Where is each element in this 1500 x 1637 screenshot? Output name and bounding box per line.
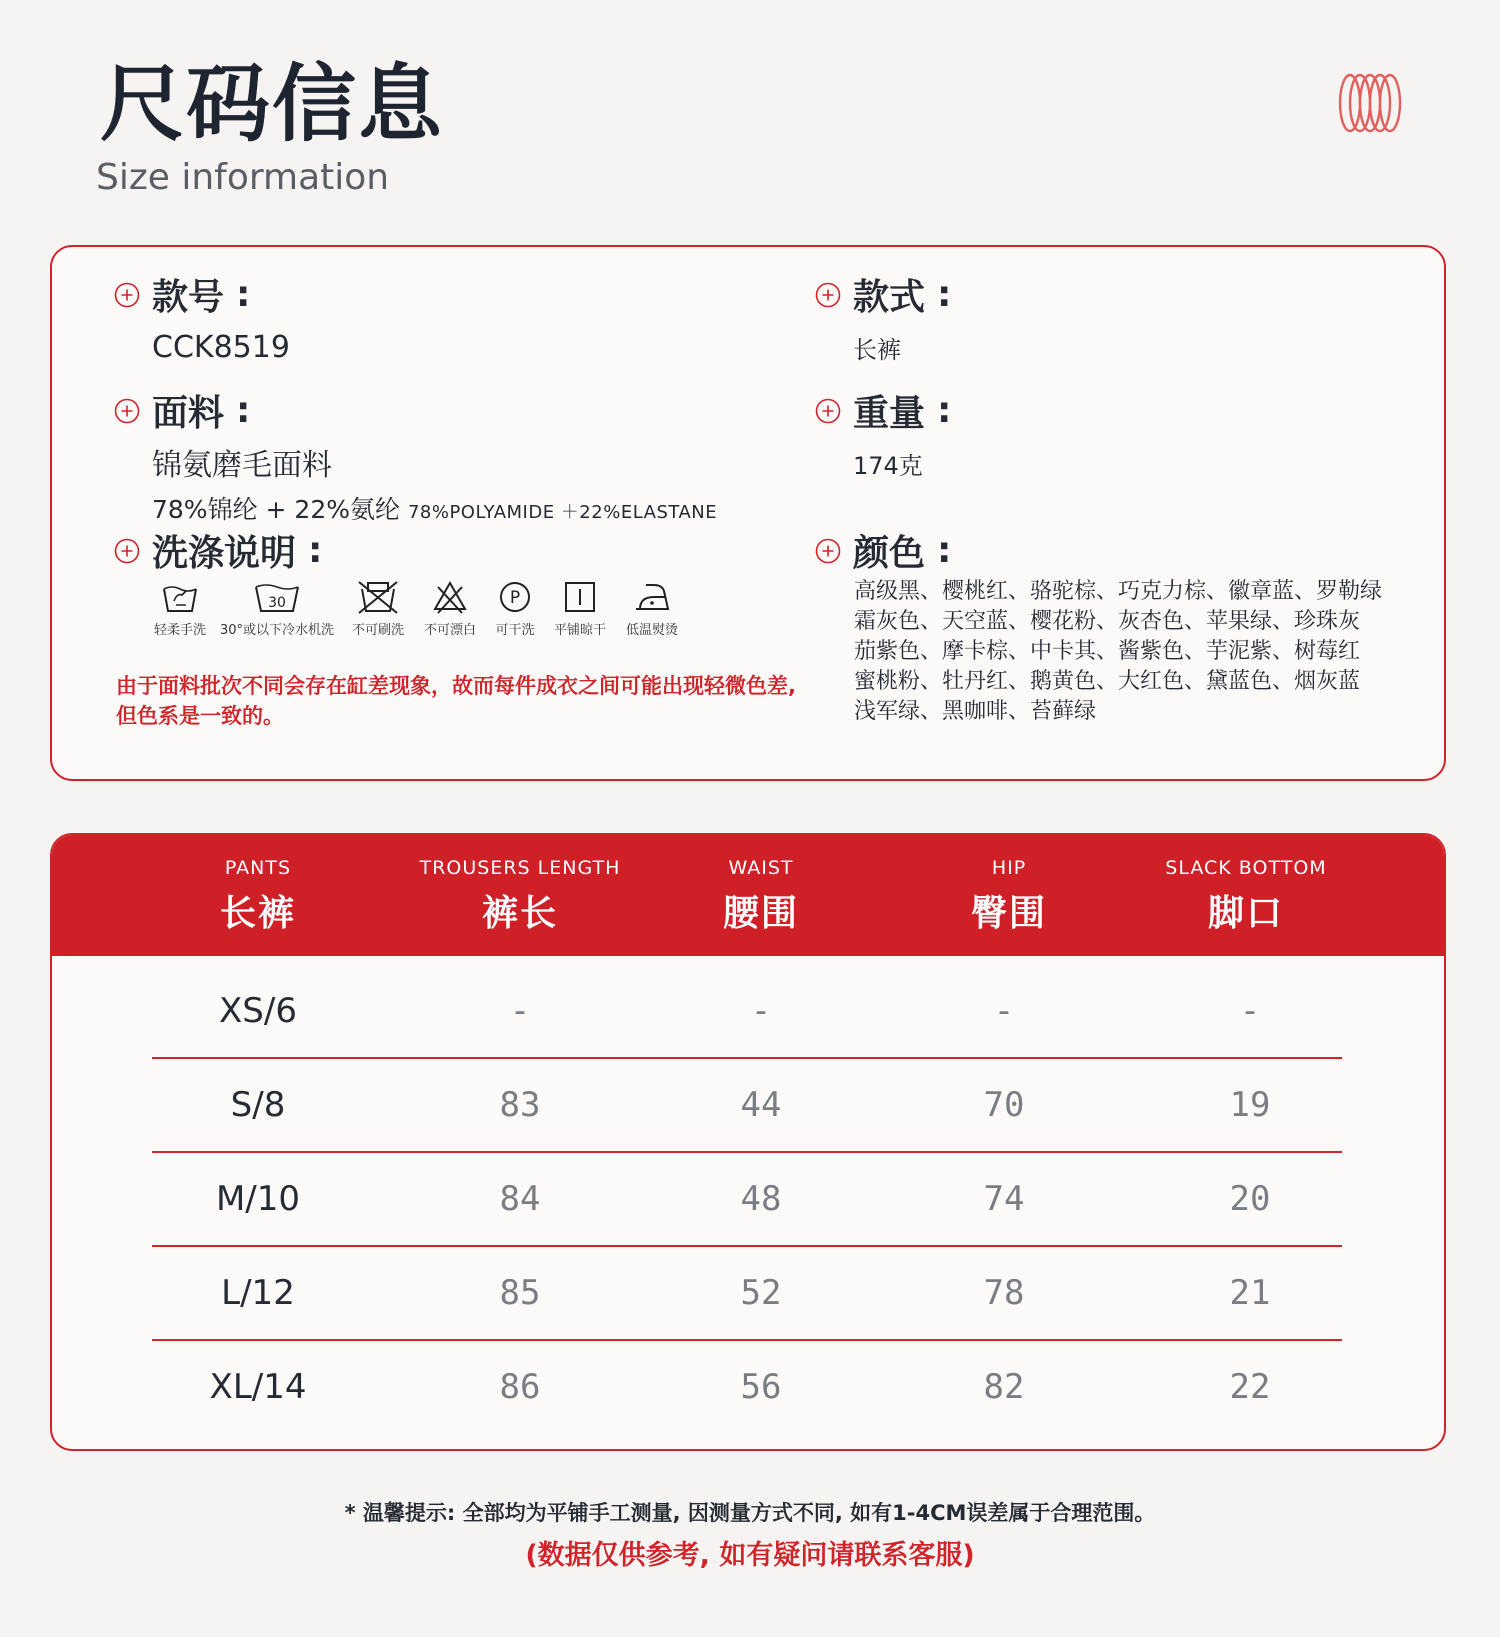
- size-table-header: [52, 835, 1444, 956]
- fabric-composition-en: 78%POLYAMIDE ＋22%ELASTANE: [407, 502, 718, 523]
- plus-circle-icon: [815, 398, 841, 424]
- page-subtitle: Size information: [96, 157, 390, 198]
- color-variance-warning: 由于面料批次不同会存在缸差现象，故而每件成衣之间可能出现轻微色差,但色系是一致的。: [116, 674, 796, 728]
- table-row: M/10 84 48 74 20: [152, 1153, 1342, 1247]
- fabric-composition-zh: 78%锦纶 + 22%氨纶: [152, 495, 400, 524]
- weight-value: 174克: [853, 452, 923, 480]
- care-item-no-brush: 不可刷洗: [342, 579, 414, 638]
- style-number-label: 款号: [152, 277, 225, 318]
- color-line: 浅军绿、黑咖啡、苔藓绿: [854, 699, 1097, 724]
- color-field: 颜色 :: [815, 525, 951, 576]
- style-type-value: 长裤: [853, 336, 901, 364]
- color-line: 茄紫色、摩卡棕、中卡其、酱紫色、芋泥紫、树莓红: [854, 639, 1361, 664]
- care-item-low-iron: 低温熨烫: [616, 579, 688, 638]
- no-bleach-icon: [432, 579, 468, 615]
- table-row: XS/6 - - - -: [152, 965, 1342, 1059]
- weight-field: 重量 : 174克: [815, 385, 951, 481]
- fabric-value: 锦氨磨毛面料: [152, 448, 332, 483]
- size-table: [50, 833, 1446, 1451]
- no-brush-icon: [356, 579, 400, 615]
- fabric-composition: [152, 490, 717, 526]
- care-item-dry-flat: 平铺晾干: [544, 579, 616, 638]
- svg-text:P: P: [509, 588, 521, 608]
- header-pants: PANTS 长裤: [219, 857, 297, 934]
- fabric-label: 面料: [152, 393, 225, 434]
- style-number-field: 款号 : CCK8519: [114, 269, 290, 365]
- color-label: 颜色: [853, 533, 926, 574]
- brand-rings-logo: [1338, 72, 1402, 134]
- gentle-hand-wash-icon: [160, 579, 200, 615]
- care-instructions: [148, 579, 688, 638]
- care-item-hand-wash: 轻柔手洗: [148, 579, 212, 638]
- care-item-machine-wash: 30 30°或以下冷水机洗: [212, 579, 342, 638]
- table-row: S/8 83 44 70 19: [152, 1059, 1342, 1153]
- color-line: 蜜桃粉、牡丹红、鹅黄色、大红色、黛蓝色、烟灰蓝: [854, 669, 1361, 694]
- measurement-tip: * 温馨提示: 全部均为平铺手工测量, 因测量方式不同, 如有1-4CM误差属于合理范围。: [344, 1501, 1156, 1525]
- product-info-card: [50, 245, 1446, 781]
- header-slack-bottom: SLACK BOTTOM 脚口: [1165, 857, 1327, 934]
- svg-text:30: 30: [268, 595, 286, 611]
- style-type-field: 款式 : 长裤: [815, 269, 951, 365]
- header-trousers-length: TROUSERS LENGTH 裤长: [419, 857, 621, 934]
- care-label: 洗涤说明: [152, 533, 297, 574]
- style-type-label: 款式: [853, 277, 926, 318]
- plus-circle-icon: [114, 538, 140, 564]
- page-title: 尺码信息: [100, 55, 445, 153]
- low-iron-icon: [632, 579, 672, 615]
- style-number-value: CCK8519: [152, 330, 290, 365]
- plus-circle-icon: [815, 538, 841, 564]
- header-hip: HIP 臀围: [970, 857, 1048, 934]
- fabric-field: 面料 : 锦氨磨毛面料 78%锦纶 + 22%氨纶 78%POLYAMIDE ＋22%ELASTANE: [114, 385, 717, 526]
- color-list: [854, 577, 1424, 727]
- dry-clean-icon: [497, 579, 533, 615]
- plus-circle-icon: [815, 282, 841, 308]
- plus-circle-icon: [114, 282, 140, 308]
- care-item-no-bleach: 不可漂白: [414, 579, 486, 638]
- reference-note: (数据仅供参考, 如有疑问请联系客服): [525, 1540, 975, 1571]
- color-line: 霜灰色、天空蓝、樱花粉、灰杏色、苹果绿、珍珠灰: [854, 609, 1361, 634]
- dry-flat-icon: [562, 579, 598, 615]
- header-waist: WAIST 腰围: [722, 857, 800, 934]
- table-row: XL/14 86 56 82 22: [209, 1367, 1271, 1407]
- care-item-dry-clean: P 可干洗: [486, 579, 544, 638]
- wash-30-icon: [252, 579, 302, 615]
- weight-label: 重量: [853, 393, 926, 434]
- care-field: 洗涤说明 :: [114, 525, 322, 576]
- table-row: L/12 85 52 78 21: [152, 1247, 1342, 1341]
- color-line: 高级黑、樱桃红、骆驼棕、巧克力棕、徽章蓝、罗勒绿: [854, 579, 1383, 604]
- plus-circle-icon: [114, 398, 140, 424]
